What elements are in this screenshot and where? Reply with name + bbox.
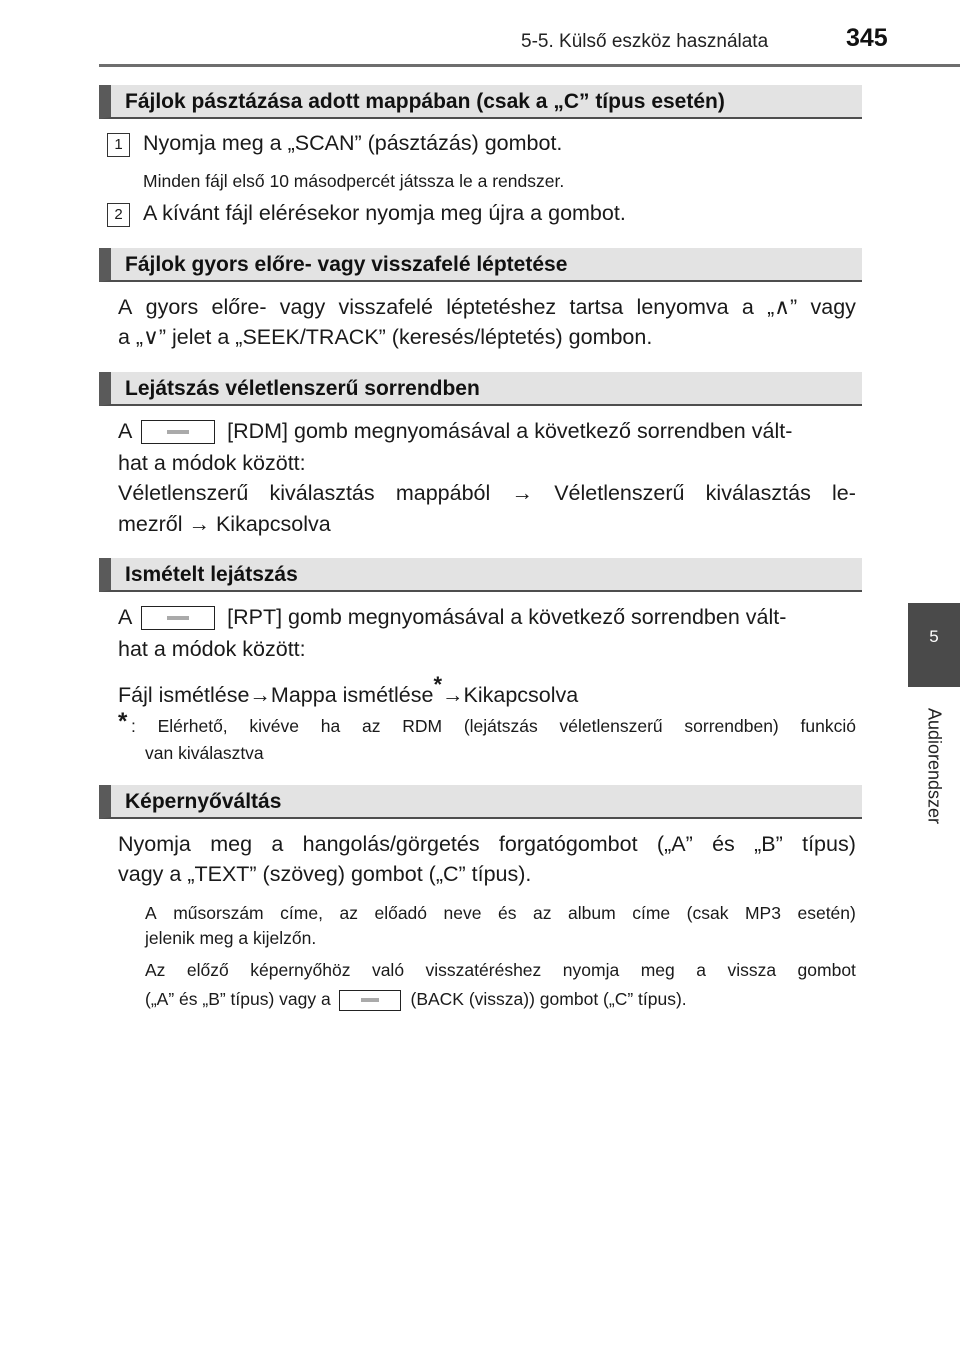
footnote-star: * [118,708,128,735]
word: az [533,903,552,923]
word: RDM [402,716,443,736]
display-note-1-line-2: jelenik meg a kijelzőn. [145,928,317,948]
word: („A” [656,832,693,856]
seek-line-2: a „∨” jelet a „SEEK/TRACK” (keresés/léptetés) gombon. [118,325,653,349]
section-title: Lejátszás véletlenszerű sorrendben [125,377,480,400]
word: esetén) [797,903,856,923]
word: visszafelé [338,295,433,319]
section-title: Ismételt lejátszás [125,563,298,586]
word: mappából [395,481,491,505]
word: előző [186,960,229,980]
section-header-display [99,785,862,819]
chapter-number: 5 [929,627,939,646]
word: : [131,716,136,736]
word: A [118,605,132,629]
text: [RDM] gomb megnyomásával a következő sorrendben vált- [227,419,793,443]
word: (csak [686,903,729,923]
section-header-scan [99,85,862,119]
text: (BACK (vissza)) gombot („C” típus). [410,989,687,1009]
word: előadó [374,903,428,923]
word: címe [632,903,671,923]
word: a [741,295,754,319]
word: lenyomva [636,295,729,319]
word: Véletlenszerű [118,481,249,505]
repeat-line-3 [118,674,578,708]
word: forgatógombot [498,832,638,856]
word: hangolás/görgetés [302,832,480,856]
text: Fájl ismétlése→Mappa ismétlése [118,683,434,708]
step-2-text: A kívánt fájl elérésekor nyomja meg újra a gombot. [143,201,626,225]
display-note-2-line-1 [145,960,856,981]
random-line-4: mezről → Kikapcsolva [118,512,331,536]
word: meg [210,832,253,856]
word: album [568,903,616,923]
word: MP3 [744,903,781,923]
word: Véletlenszerű [554,481,685,505]
random-line-1 [118,419,792,444]
word: le- [832,481,856,505]
word: képernyőhöz [250,960,351,980]
word: „∧” [767,295,798,319]
word: véletlenszerű [559,716,663,736]
random-line-2: hat a módok között: [118,451,306,475]
word: visszatéréshez [425,960,542,980]
rdm-button-icon [141,420,215,444]
word: A [145,903,157,923]
display-note-1-line-1 [145,903,856,924]
word: vagy [279,295,326,319]
word: kivéve [249,716,300,736]
word: az [362,716,381,736]
repeat-note-line-2: van kiválasztva [145,743,264,763]
word: és [498,903,517,923]
repeat-line-2: hat a módok között: [118,637,306,661]
scan-note: Minden fájl első 10 másodpercét játssza le a rendszer. [143,171,565,191]
word: műsorszám [173,903,264,923]
word: a [271,832,284,856]
display-line-1 [118,832,856,857]
section-header-repeat [99,558,862,592]
word: léptetéshez [446,295,557,319]
word: a [696,960,706,980]
word: A [118,295,133,319]
header-rule [99,64,960,67]
word: neve [443,903,482,923]
word: vagy [810,295,856,319]
running-header-section: 5-5. Külső eszköz használata [521,31,769,52]
word: Az [145,960,166,980]
arrow: → [511,481,533,505]
back-button-icon [339,990,401,1011]
word: és [712,832,735,856]
word: típus) [802,832,856,856]
step-number-1: 1 [107,133,130,157]
word: gombot [797,960,856,980]
word: előre- [211,295,267,319]
text: („A” és „B” típus) vagy a [145,989,331,1009]
repeat-line-1 [118,605,786,630]
display-line-2: vagy a „TEXT” (szöveg) gombot („C” típus). [118,862,532,886]
repeat-note-line-1 [131,716,856,737]
word: címe, [280,903,323,923]
word: „B” [754,832,783,856]
section-title: Fájlok gyors előre- vagy visszafelé léptetése [125,253,568,276]
text: →Kikapcsolva [442,683,579,708]
word: vissza [727,960,777,980]
random-line-3 [118,481,856,506]
word: Elérhető, [157,716,228,736]
footnote-marker: * [433,672,443,697]
word: kiválasztás [269,481,375,505]
section-header-random [99,372,862,406]
word: tartsa [569,295,624,319]
display-note-2-line-2 [145,989,687,1011]
rpt-button-icon [141,606,215,630]
section-title: Képernyőváltás [125,790,282,813]
step-1-text: Nyomja meg a „SCAN” (pásztázás) gombot. [143,131,563,155]
text: [RPT] gomb megnyomásával a következő sorrendben vált- [227,605,787,629]
word: Nyomja [118,832,191,856]
word: kiválasztás [705,481,811,505]
seek-line-1 [118,295,856,320]
word: való [371,960,405,980]
word: sorrendben) [684,716,779,736]
word: meg [640,960,675,980]
page-number: 345 [846,24,888,52]
word: az [339,903,358,923]
section-title: Fájlok pásztázása adott mappában (csak a „C” típus esetén) [125,90,725,113]
word: gyors [145,295,199,319]
word: funkció [800,716,856,736]
word: nyomja [562,960,620,980]
word: A [118,419,132,443]
chapter-label: Audiorendszer [924,707,945,825]
word: ha [320,716,341,736]
step-number-2: 2 [107,203,130,227]
section-header-seek [99,248,862,282]
word: (lejátszás [463,716,538,736]
